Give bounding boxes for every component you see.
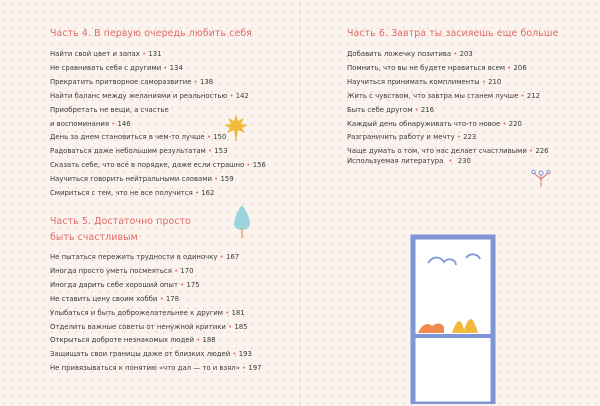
toc-entry-text: День за днем становиться в чем-то лучше	[50, 133, 205, 142]
small-tree-icon	[233, 204, 251, 238]
toc-entry	[347, 48, 558, 62]
toc-entry-text: Каждый день обнаруживать что-то новое	[347, 119, 501, 128]
toc-entry-text: Смириться с тем, что не все получится	[50, 189, 193, 198]
toc-entry-page: 220	[508, 119, 522, 128]
separator-dot: •	[174, 266, 179, 275]
separator-dot: •	[228, 322, 233, 331]
chapter-5-section	[50, 214, 262, 376]
toc-entry-text: Отделить важные советы от ненужной критики	[50, 322, 226, 331]
toc-entry	[347, 90, 558, 104]
separator-dot: •	[208, 147, 213, 156]
separator-dot: •	[214, 175, 219, 184]
bibliography-text: Используемая литература	[347, 157, 444, 165]
toc-entry	[50, 145, 266, 159]
toc-entry	[50, 62, 266, 76]
separator-dot: •	[456, 133, 461, 142]
toc-entry-text: Не сравнивать себя с другими	[50, 63, 162, 72]
page-gutter	[299, 0, 301, 406]
toc-entry	[50, 279, 262, 293]
separator-dot: •	[193, 77, 198, 86]
toc-entry	[50, 251, 262, 265]
toc-entry-page: 178	[165, 294, 179, 303]
toc-entry	[50, 334, 262, 348]
toc-entry-text: Найти свой цвет и запах	[50, 50, 140, 58]
toc-entry-text: Защищать свои границы даже от близких людей	[50, 350, 231, 359]
chapter-5-title-line-1: Часть 5. Достаточно просто	[50, 216, 191, 227]
chapter-6-section	[347, 26, 558, 159]
toc-entry-page: 159	[220, 175, 234, 184]
toc-entry-page: 162	[201, 189, 215, 198]
toc-entry-page: 197	[248, 364, 262, 373]
toc-entry	[50, 307, 262, 321]
separator-dot: •	[111, 119, 116, 128]
chapter-4-title: Часть 4. В первую очередь любить себя	[50, 28, 252, 39]
separator-dot: •	[507, 63, 512, 72]
separator-dot: •	[448, 157, 453, 165]
toc-entry-page: 223	[463, 133, 477, 142]
toc-entry-page: 153	[214, 147, 228, 156]
toc-entry-page: 226	[535, 147, 549, 156]
separator-dot: •	[414, 105, 419, 114]
flower-sprig-icon	[529, 164, 553, 188]
toc-entry-page: 175	[186, 280, 200, 289]
toc-entry-text: Радоваться даже небольшим результатам	[50, 147, 206, 156]
toc-entry-page: 185	[234, 322, 248, 331]
toc-entry	[347, 104, 558, 118]
toc-entry	[347, 131, 558, 145]
toc-entry-text: Научиться принимать комплименты	[347, 77, 480, 86]
toc-entry-text: Приобретать не вещи, а счастье	[50, 105, 169, 114]
toc-entry-text: Найти баланс между желаниями и реальностью	[50, 91, 228, 100]
separator-dot: •	[502, 119, 507, 128]
toc-entry-text: Сказать себе, что всё в порядке, даже если страшно	[50, 161, 245, 170]
toc-entry	[50, 90, 266, 104]
toc-entry	[347, 76, 558, 90]
toc-entry-text: Не ставить цену своим хобби	[50, 294, 158, 303]
maple-leaf-icon	[222, 112, 250, 142]
separator-dot: •	[232, 350, 237, 359]
bibliography-entry	[347, 157, 471, 165]
separator-dot: •	[142, 50, 147, 58]
separator-dot: •	[529, 147, 534, 156]
separator-dot: •	[219, 253, 224, 261]
toc-entry	[50, 348, 262, 362]
toc-entry-text: Добавить ложечку позитива	[347, 50, 452, 58]
chapter-5-list	[50, 251, 262, 376]
window-illustration	[410, 234, 496, 404]
toc-entry-text: Не привязываться к понятию «что дал — то и взял»	[50, 364, 240, 373]
toc-entry	[50, 187, 266, 201]
toc-entry	[50, 159, 266, 173]
toc-entry-page: 156	[252, 161, 266, 170]
toc-entry-page: 134	[169, 63, 183, 72]
toc-entry-page: 216	[420, 105, 435, 114]
toc-entry-page: 170	[180, 266, 194, 275]
toc-entry-text: Иногда просто уметь посмеяться	[50, 266, 172, 275]
separator-dot: •	[194, 189, 200, 198]
toc-entry	[50, 173, 266, 187]
toc-entry-text: Улыбаться и быть доброжелательнее к другим	[50, 308, 223, 317]
toc-entry-page: 210	[488, 77, 502, 86]
toc-entry-text: Разграничить работу и мечту	[347, 133, 455, 142]
toc-entry-text: Иногда дарить себе хороший опыт	[50, 280, 178, 289]
toc-entry-text: Прекратить притворное саморазвитие	[50, 77, 192, 86]
toc-entry-page: 138	[199, 77, 214, 86]
chapter-6-list	[347, 48, 558, 159]
chapter-5-title-line-2: быть счастливым	[50, 232, 138, 243]
toc-entry-page: 146	[117, 119, 131, 128]
separator-dot: •	[246, 161, 251, 170]
separator-dot: •	[159, 294, 164, 303]
separator-dot: •	[225, 308, 230, 317]
toc-entry-page: 150	[213, 133, 227, 142]
separator-dot: •	[242, 364, 247, 373]
toc-entry	[50, 362, 262, 376]
toc-entry-page: 193	[238, 350, 252, 359]
toc-entry-page: 167	[225, 253, 240, 261]
separator-dot: •	[196, 336, 201, 345]
toc-entry-page: 212	[526, 91, 540, 100]
toc-entry-text: и воспоминания	[50, 119, 109, 128]
toc-entry-text: Жить с чувством, что завтра мы станем лучше	[347, 91, 519, 100]
separator-dot: •	[453, 50, 458, 58]
toc-entry	[50, 293, 262, 307]
toc-entry-page: 181	[231, 308, 245, 317]
separator-dot: •	[520, 91, 525, 100]
bibliography-page: 230	[457, 157, 471, 165]
toc-entry	[50, 321, 262, 335]
toc-entry-text: Помнить, что вы не будете нравиться всем	[347, 63, 506, 72]
separator-dot: •	[206, 133, 211, 142]
separator-dot: •	[163, 63, 168, 72]
toc-entry-text: Открыться доброте незнакомых людей	[50, 336, 194, 345]
toc-entry-page: 142	[235, 91, 249, 100]
separator-dot: •	[481, 77, 486, 86]
separator-dot: •	[180, 280, 185, 289]
toc-entry-text: Не пытаться пережить трудности в одиночку	[50, 253, 218, 261]
toc-entry-page: 203	[459, 50, 473, 58]
toc-entry	[50, 76, 266, 90]
toc-entry-text: Научиться говорить нейтральными словами	[50, 175, 212, 184]
separator-dot: •	[229, 91, 234, 100]
toc-entry-text: Чаще думать о том, что нас делает счастливыми	[347, 147, 527, 156]
chapter-6-title: Часть 6. Завтра ты засияешь еще больше	[347, 28, 559, 39]
toc-entry-page: 131	[148, 50, 162, 58]
toc-entry	[347, 118, 558, 132]
toc-entry-text: Быть себе другом	[347, 105, 413, 114]
toc-entry-page: 206	[513, 63, 527, 72]
toc-entry	[50, 265, 262, 279]
toc-entry	[347, 62, 558, 76]
toc-entry-page: 188	[202, 336, 216, 345]
toc-entry	[50, 48, 266, 62]
